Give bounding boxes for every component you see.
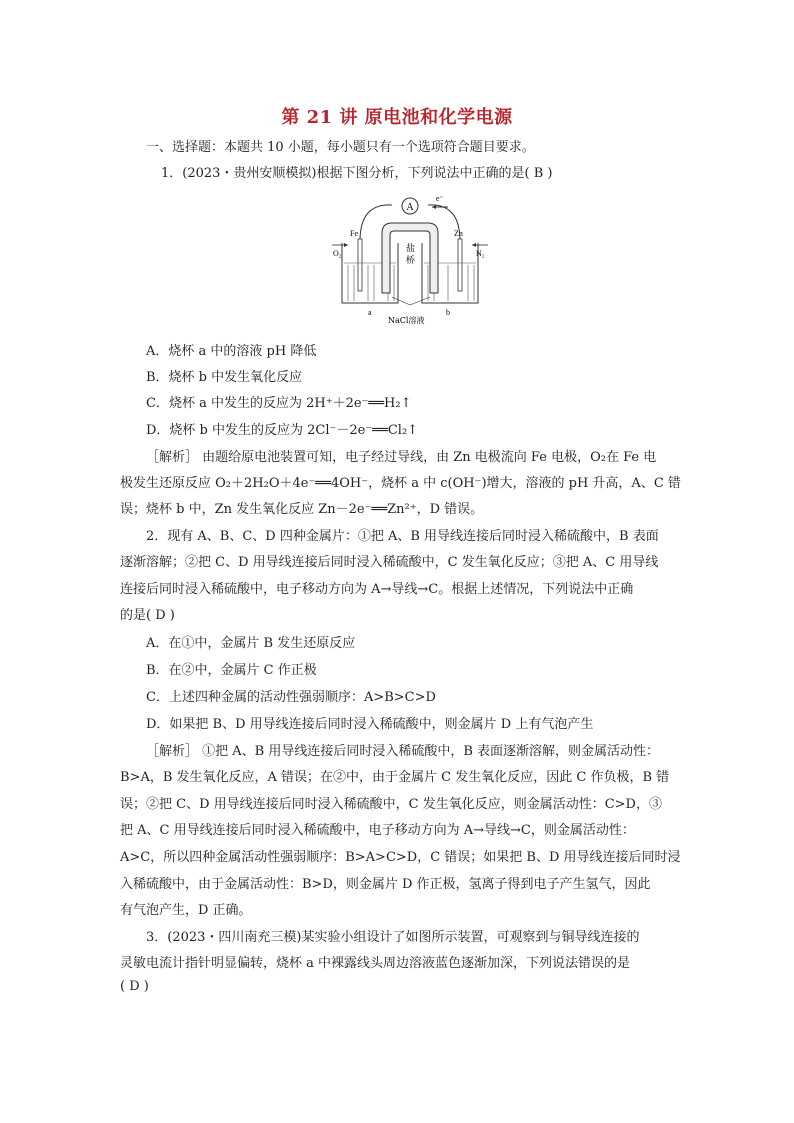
q3-stem-line-2: 灵敏电流计指针明显偏转，烧杯 a 中裸露线头周边溶液蓝色逐渐加深，下列说法错误的是 <box>120 956 631 971</box>
q2-analysis-line-4: 把 A、C 用导线连接后同时浸入稀硫酸中，电子移动方向为 A→导线→C，则金属活动性： <box>120 823 635 838</box>
beaker-b-label: b <box>446 308 450 317</box>
q1-analysis-line-1: ［解析］ 由题给原电池装置可知，电子经过导线，由 Zn 电极流向 Fe 电极，O₂在 Fe 电 <box>146 450 657 465</box>
electron-label: e⁻ <box>436 194 444 203</box>
fe-label: Fe <box>350 229 358 238</box>
ammeter-label: A <box>406 202 414 213</box>
q2-analysis-line-6: 入稀硫酸中，由于金属活动性：B>D，则金属片 D 作正极，氢离子得到电子产生氢气，因此 <box>120 877 651 892</box>
o2-label: O₂ <box>333 249 342 258</box>
q2-option-b: B．在②中，金属片 C 作正极 <box>146 663 317 678</box>
q2-option-a: A．在①中，金属片 B 发生还原反应 <box>146 636 356 651</box>
fe-electrode <box>358 239 362 291</box>
zn-label: Zn <box>454 229 463 238</box>
q2-stem-line-1: 2．现有 A、B、C、D 四种金属片：①把 A、B 用导线连接后同时浸入稀硫酸中，B 表面 <box>146 529 659 544</box>
q2-analysis-line-3: 误；②把 C、D 用导线连接后同时浸入稀硫酸中，C 发生氧化反应，则金属活动性：C>D，③ <box>120 797 662 812</box>
q1-analysis-line-3: 误；烧杯 b 中，Zn 发生氧化反应 Zn－2e⁻══Zn²⁺，D 错误。 <box>120 502 484 517</box>
zn-electrode <box>458 239 462 291</box>
q2-stem-line-3: 连接后同时浸入稀硫酸中，电子移动方向为 A→导线→C。根据上述情况，下列说法中正确 <box>120 582 634 597</box>
q1-option-c: C．烧杯 a 中发生的反应为 2H⁺＋2e⁻══H₂↑ <box>146 396 412 411</box>
q1-stem: 1．(2023・贵州安顺模拟)根据下图分析，下列说法中正确的是( B ) <box>161 166 553 181</box>
q1-analysis-line-2: 极发生还原反应 O₂＋2H₂O＋4e⁻══4OH⁻，烧杯 a 中 c(OH⁻)增大，溶液的 pH 升高，A、C 错 <box>120 476 681 491</box>
bridge-label-2: 桥 <box>406 256 416 266</box>
q2-analysis-line-7: 有气泡产生，D 正确。 <box>120 903 252 918</box>
q2-stem-line-4: 的是( D ) <box>120 608 175 623</box>
q2-option-c: C．上述四种金属的活动性强弱顺序：A>B>C>D <box>146 690 436 705</box>
n2-label: N₂ <box>476 249 485 258</box>
q2-analysis-line-1: ［解析］ ①把 A、B 用导线连接后同时浸入稀硫酸中，B 表面逐渐溶解，则金属活动性： <box>146 744 660 759</box>
q2-stem-line-2: 逐渐溶解；②把 C、D 用导线连接后同时浸入稀硫酸中，C 发生氧化反应；③把 A、C 用导线 <box>120 555 659 570</box>
section-heading: 一、选择题：本题共 10 小题，每小题只有一个选项符合题目要求。 <box>146 140 535 155</box>
q2-option-d: D．如果把 B、D 用导线连接后同时浸入稀硫酸中，则金属片 D 上有气泡产生 <box>146 717 594 732</box>
q2-analysis-line-2: B>A，B 发生氧化反应，A 错误；在②中，由于金属片 C 发生氧化反应，因此 C 作负极，B 错 <box>120 770 670 785</box>
bridge-label-1: 盐 <box>406 244 416 254</box>
q1-option-d: D．烧杯 b 中发生的反应为 2Cl⁻－2e⁻══Cl₂↑ <box>146 423 419 438</box>
galvanic-cell-figure <box>330 193 490 333</box>
solution-label: NaCl溶液 <box>388 316 425 325</box>
beaker-a-label: a <box>368 308 372 317</box>
q3-stem-line-1: 3．(2023・四川南充三模)某实验小组设计了如图所示装置，可观察到与铜导线连接的 <box>146 930 640 945</box>
q2-analysis-line-5: A>C，所以四种金属活动性强弱顺序：B>A>C>D，C 错误；如果把 B、D 用导线连接后同时浸 <box>120 850 681 865</box>
q1-option-b: B．烧杯 b 中发生氧化反应 <box>146 370 303 385</box>
q1-option-a: A．烧杯 a 中的溶液 pH 降低 <box>146 344 317 359</box>
q3-stem-line-3: ( D ) <box>120 979 149 994</box>
page-title: 第 21 讲 原电池和化学电源 <box>281 107 513 128</box>
